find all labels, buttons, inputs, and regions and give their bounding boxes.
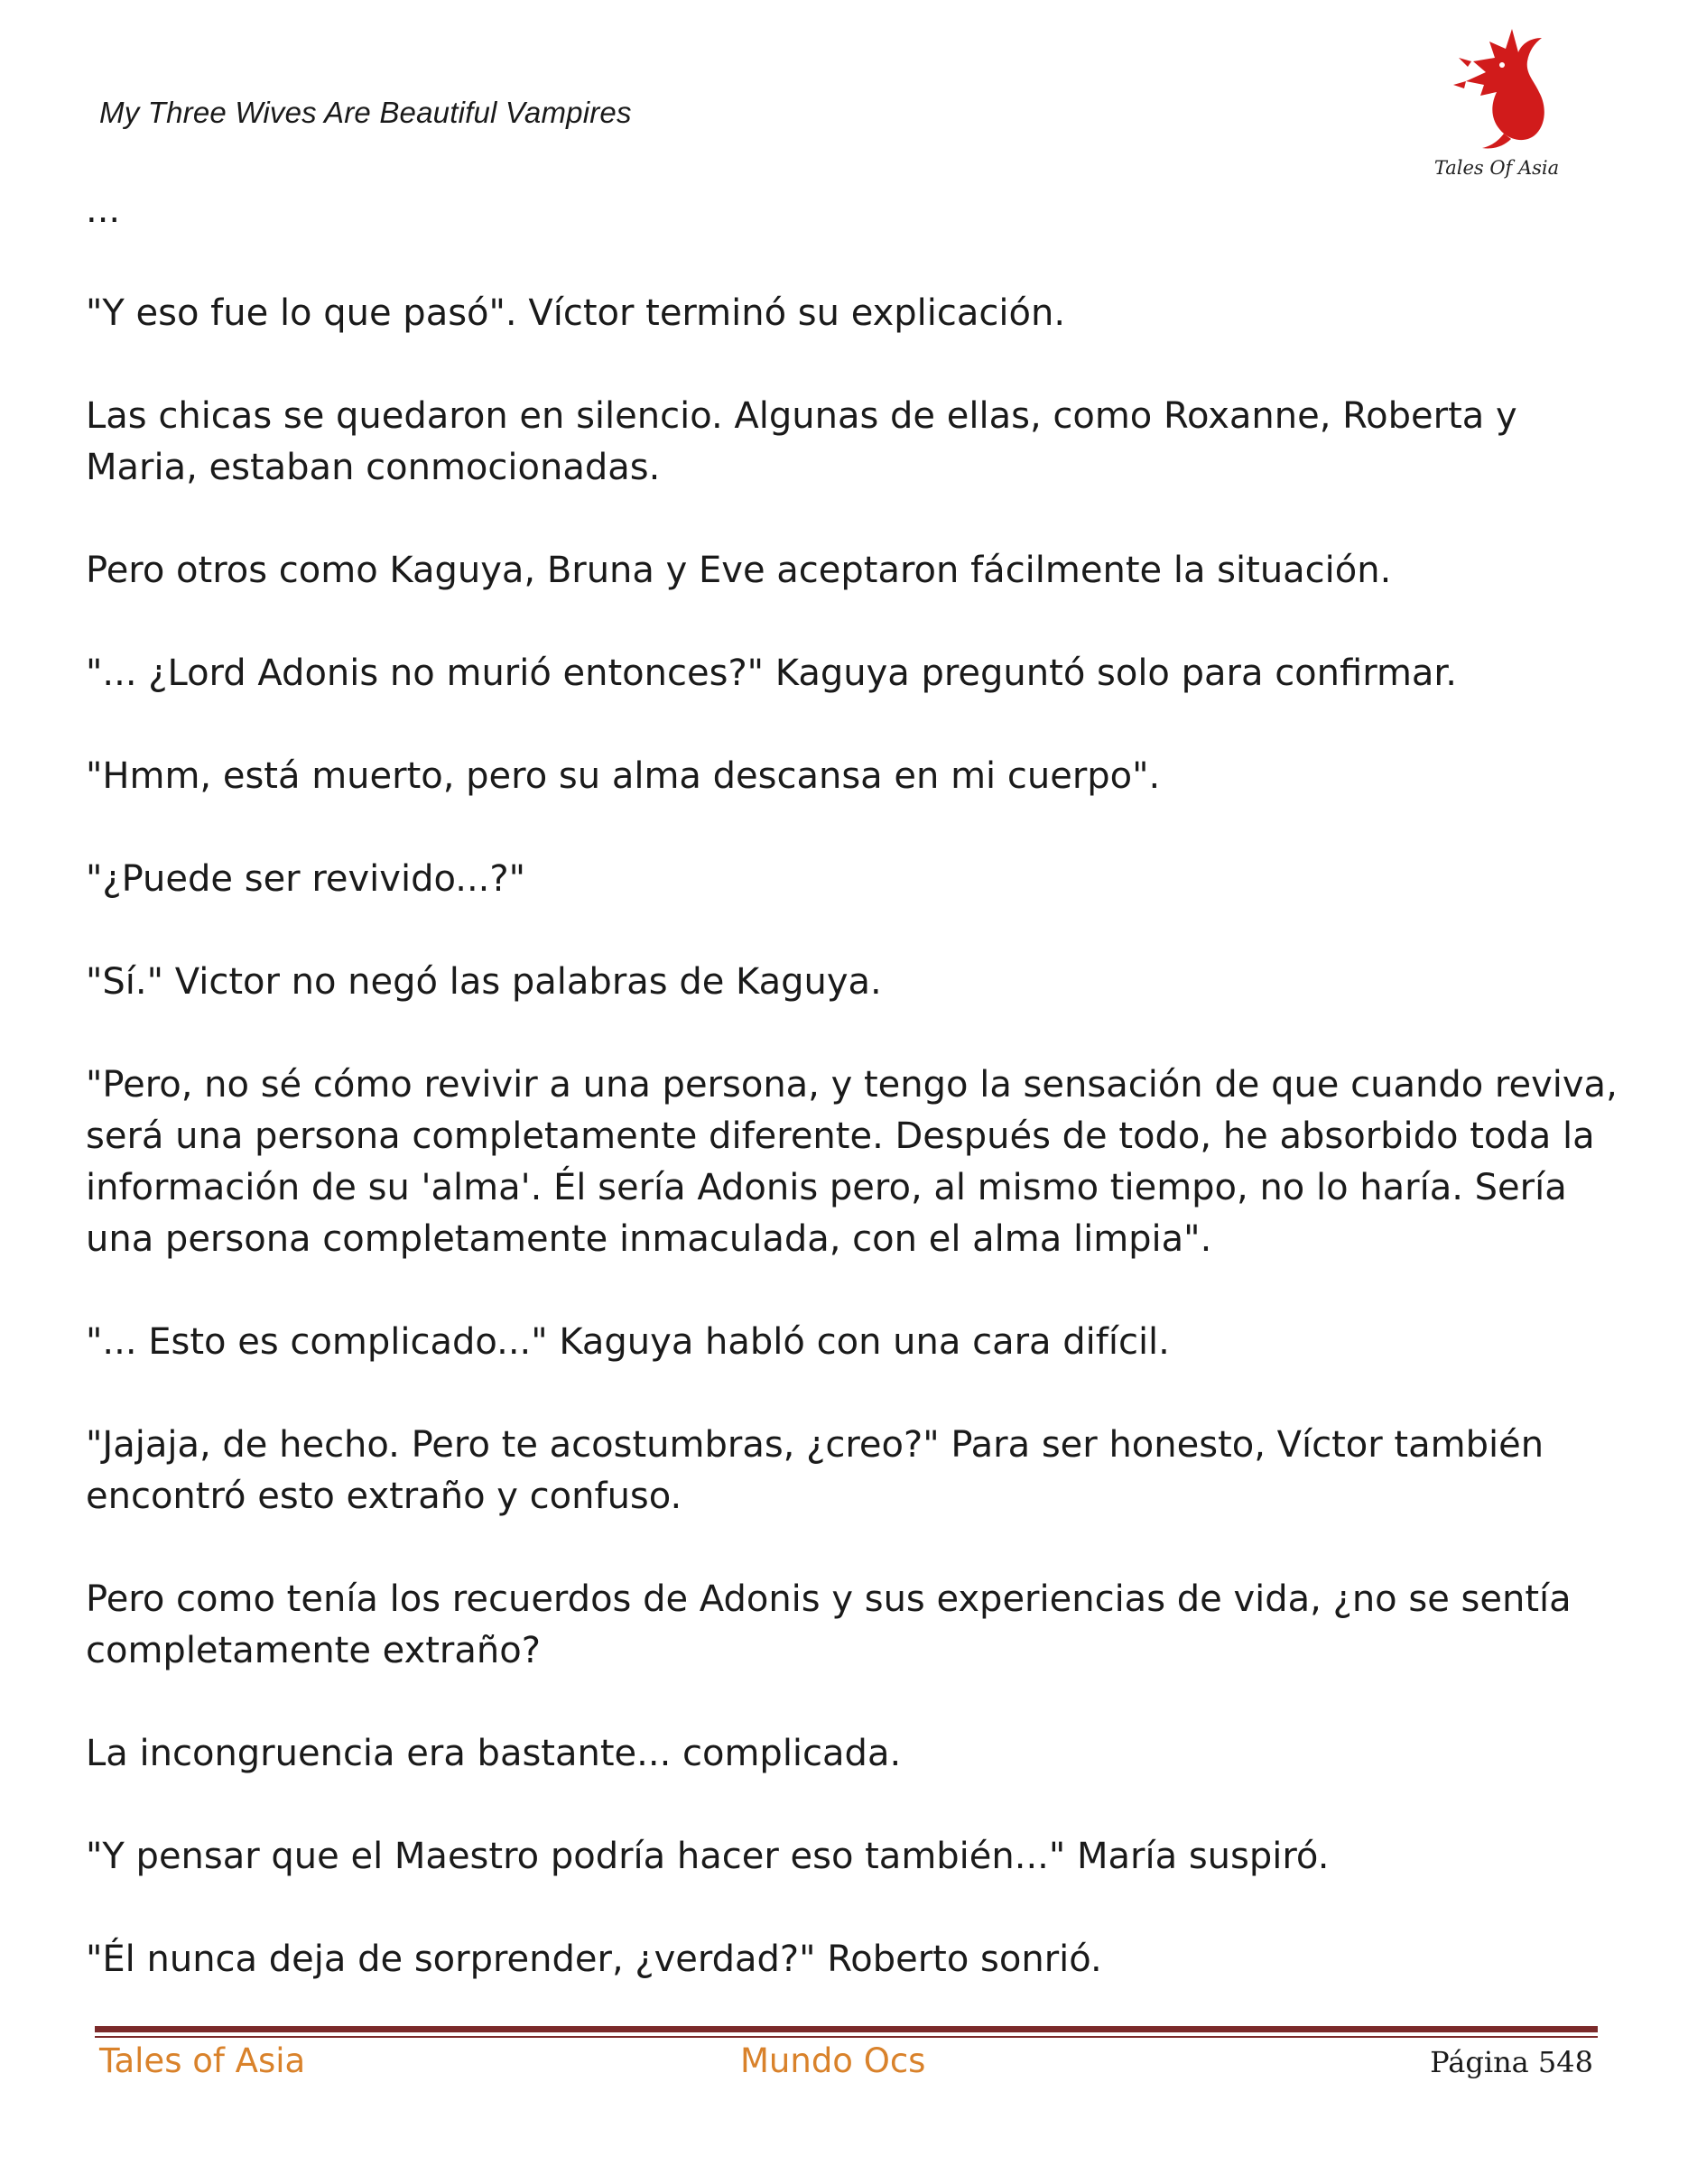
paragraph: ...	[86, 190, 121, 231]
footer-publisher: Tales of Asia	[99, 2041, 306, 2080]
chapter-body	[86, 185, 1620, 2037]
tales-of-asia-logo	[1426, 22, 1562, 184]
paragraph: "... ¿Lord Adonis no murió entonces?" Kaguya preguntó solo para confirmar.	[86, 652, 1457, 694]
logo-text: Tales Of Asia	[1433, 157, 1560, 179]
paragraph: "¿Puede ser revivido...?"	[86, 858, 526, 900]
paragraph: "Pero, no sé cómo revivir a una persona, y tengo la sensación de que cuando reviva, será una persona completamente diferente. Después de todo, he absorbido toda la información de su 'alma'. Él sería Adonis pero, al mismo tiempo, no lo haría. Sería una persona completamente inmaculada, con el alma limpia".	[86, 1064, 1618, 1260]
paragraph: Pero otros como Kaguya, Bruna y Eve aceptaron fácilmente la situación.	[86, 550, 1392, 591]
paragraph: "Y pensar que el Maestro podría hacer eso también..." María suspiró.	[86, 1836, 1330, 1877]
page-number: Página 548	[1430, 2045, 1593, 2079]
paragraph: "Jajaja, de hecho. Pero te acostumbras, ¿creo?" Para ser honesto, Víctor también encontró esto extraño y confuso.	[86, 1424, 1544, 1517]
paragraph: "Sí." Victor no negó las palabras de Kaguya.	[86, 961, 882, 1003]
paragraph: "Hmm, está muerto, pero su alma descansa en mi cuerpo".	[86, 755, 1161, 797]
paragraph: La incongruencia era bastante... complicada.	[86, 1733, 902, 1774]
footer-rule	[95, 2026, 1598, 2032]
red-dragon-icon	[1426, 22, 1562, 157]
paragraph: "Y eso fue lo que pasó". Víctor terminó su explicación.	[86, 292, 1066, 334]
footer-section: Mundo Ocs	[740, 2041, 926, 2080]
book-title: My Three Wives Are Beautiful Vampires	[99, 96, 632, 129]
paragraph: Pero como tenía los recuerdos de Adonis y sus experiencias de vida, ¿no se sentía completamente extraño?	[86, 1578, 1572, 1671]
paragraph: "... Esto es complicado..." Kaguya habló con una cara difícil.	[86, 1321, 1170, 1363]
paragraph: "Él nunca deja de sorprender, ¿verdad?" Roberto sonrió.	[86, 1939, 1102, 1980]
footer-rule-thin	[95, 2036, 1598, 2038]
paragraph: Las chicas se quedaron en silencio. Algunas de ellas, como Roxanne, Roberta y Maria, estaban conmocionadas.	[86, 395, 1517, 488]
